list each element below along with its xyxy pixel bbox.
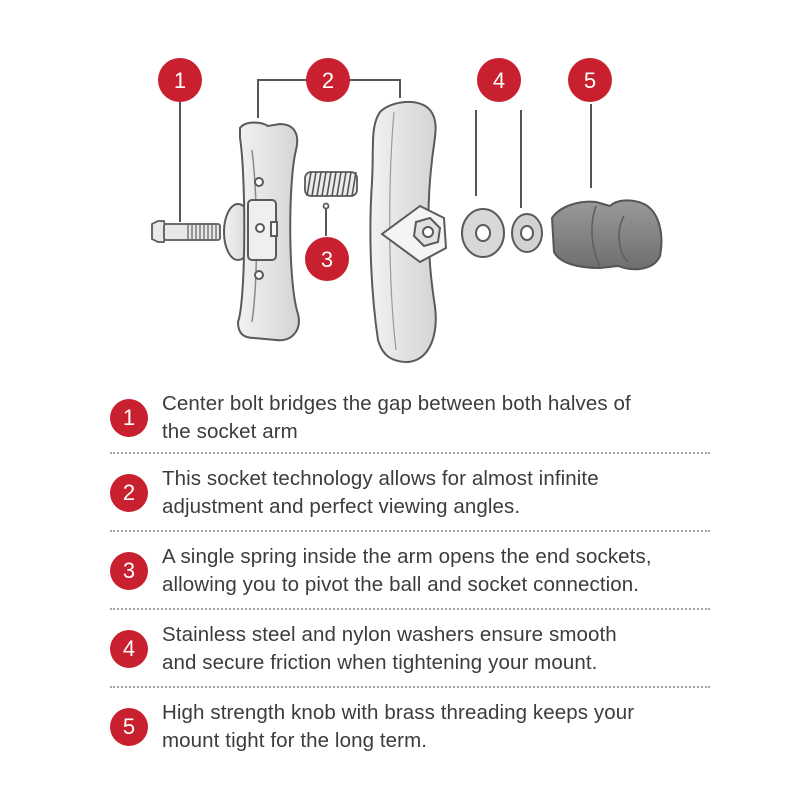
feature-line: Stainless steel and nylon washers ensure smooth [162, 623, 617, 646]
feature-item-1 [110, 381, 706, 454]
feature-description [162, 390, 631, 446]
feature-description [162, 621, 617, 677]
callout-number: 1 [173, 68, 187, 93]
feature-number-badge: 2 [110, 474, 148, 512]
callout-number: 4 [492, 68, 506, 93]
feature-item-2 [110, 454, 706, 532]
feature-line: mount tight for the long term. [162, 729, 428, 752]
callout-badge-3 [305, 237, 349, 281]
washer-parts [462, 209, 542, 257]
feature-number-badge: 1 [110, 399, 148, 437]
feature-line: High strength knob with brass threading keeps your [162, 701, 635, 724]
feature-number-badge: 3 [110, 552, 148, 590]
feature-line: Center bolt bridges the gap between both halves of [162, 391, 631, 415]
callout-number: 2 [321, 68, 335, 93]
feature-list [110, 381, 706, 766]
feature-item-4 [110, 610, 706, 688]
feature-number-badge: 5 [110, 708, 148, 746]
knob-part [552, 200, 661, 269]
socket-arm-left-half [224, 123, 299, 341]
feature-line: the socket arm [162, 419, 298, 443]
spring-part [305, 172, 357, 209]
callout-badge-2 [306, 58, 350, 102]
feature-description [162, 465, 599, 521]
callout-number: 5 [583, 68, 597, 93]
callout-number: 3 [320, 247, 334, 272]
exploded-parts-diagram [0, 0, 799, 380]
feature-line: allowing you to pivot the ball and socket connection. [162, 573, 640, 596]
feature-line: and secure friction when tightening your mount. [162, 651, 598, 674]
socket-arm-right-half [370, 102, 446, 362]
feature-number-badge: 4 [110, 630, 148, 668]
feature-line: This socket technology allows for almost infinite [162, 467, 599, 490]
callout-badge-4 [477, 58, 521, 102]
feature-description [162, 699, 634, 755]
feature-item-3 [110, 532, 706, 610]
feature-description [162, 543, 652, 599]
callout-badge-5 [568, 58, 612, 102]
callout-badge-1 [158, 58, 202, 102]
feature-item-5 [110, 688, 706, 766]
feature-line: A single spring inside the arm opens the end sockets, [162, 545, 652, 568]
feature-line: adjustment and perfect viewing angles. [162, 495, 521, 518]
center-bolt-part [152, 221, 220, 242]
